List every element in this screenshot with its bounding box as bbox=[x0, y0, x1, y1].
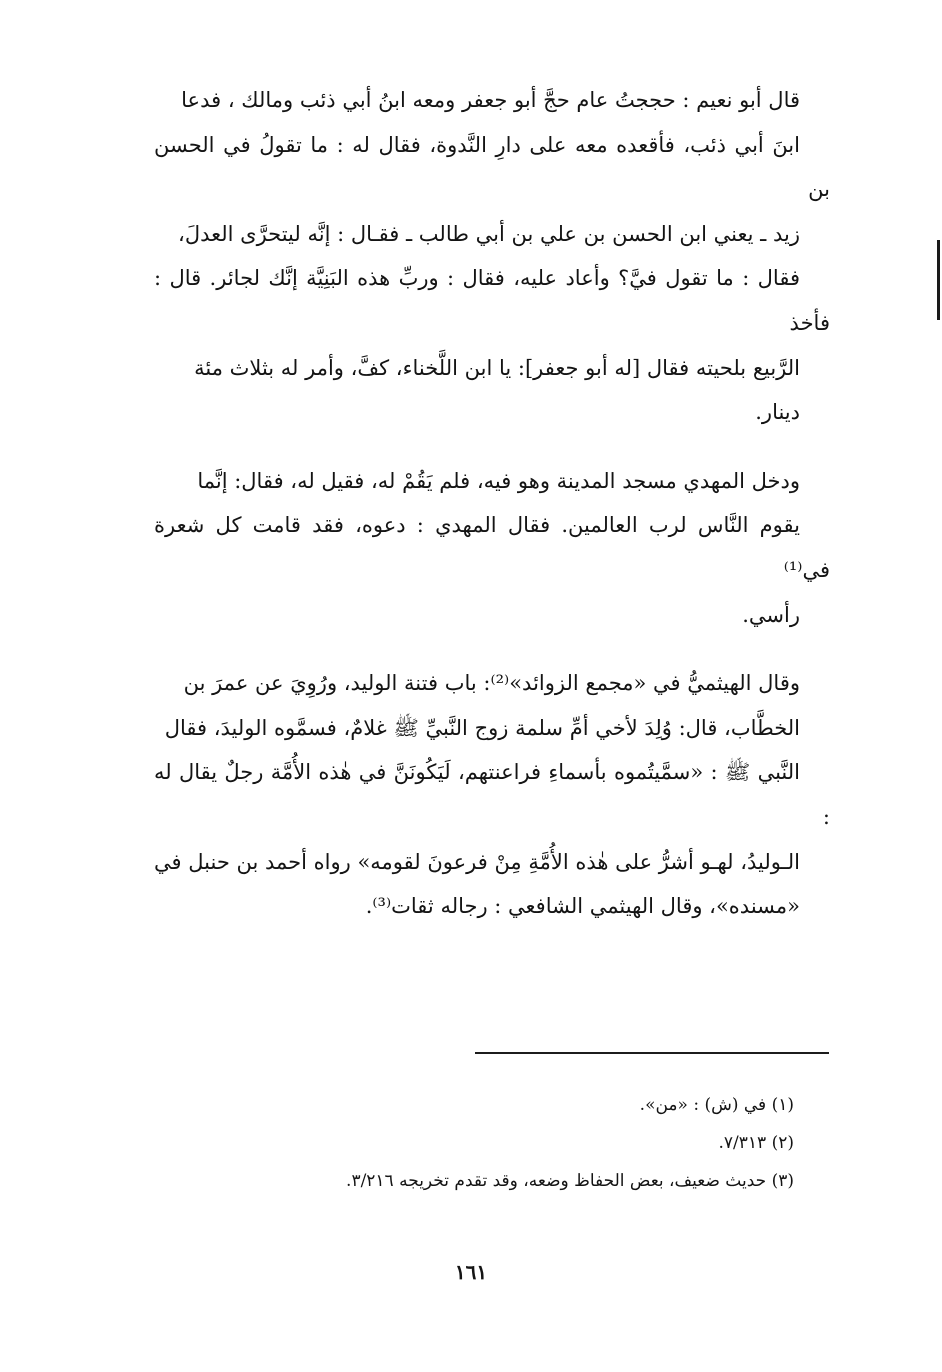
text-line: قال أبو نعيم : حججتُ عام حجَّ أبو جعفر ومعه ابنُ أبي ذئب ومالك ، فدعا bbox=[181, 88, 800, 112]
text-line: الخطَّاب، قال: وُلِدَ لأخي أمِّ سلمة زوج النَّبيِّ ﷺ غلامٌ، فسمَّوه الوليدَ، فقال bbox=[164, 715, 800, 740]
paragraph-abu-nuaym bbox=[154, 78, 830, 435]
text-line: ودخل المهدي مسجد المدينة وهو فيه، فلم يَقُمْ له، فقيل له، فقال: إنَّما bbox=[197, 468, 800, 493]
paragraph-al-mahdi bbox=[154, 459, 830, 637]
text-line: الرَّبيع بلحيته فقال [له أبو جعفر]: يا ابن اللَّخناء، كفَّ، وأمر له بثلاث مئة bbox=[194, 355, 800, 380]
text-line: ابنَ أبي ذئب، فأقعده معه على دارِ النَّدوة، فقال له : ما تقولُ في الحسن بن bbox=[154, 132, 830, 202]
text-line: يقوم النَّاس لرب العالمين. فقال المهدي : دعوه، فقد قامت كل شعرة في⁽¹⁾ bbox=[154, 513, 830, 582]
footnote-1: (١) في (ش) : «من». bbox=[639, 1095, 794, 1115]
text-line: «مسنده»، وقال الهيثمي الشافعي : رجاله ثقات⁽³⁾. bbox=[365, 894, 800, 919]
text-line: زيد ـ يعني ابن الحسن بن علي بن أبي طالب ـ فقـال : إنَّه ليتحرَّى العدلَ، bbox=[178, 221, 800, 246]
footnote-separator bbox=[475, 1052, 829, 1054]
footnote-2: (٢) ٧/٣١٣. bbox=[718, 1133, 794, 1153]
text-line: رأسي. bbox=[742, 602, 800, 627]
paragraph-al-haythami bbox=[154, 661, 830, 929]
scan-edge-mark bbox=[937, 240, 940, 320]
text-line: وقال الهيثميُّ في «مجمع الزوائد»⁽²⁾: باب فتنة الوليد، ورُوِيَ عن عمرَ بن bbox=[183, 671, 800, 696]
text-line: دينار. bbox=[755, 400, 800, 425]
text-line: النَّبي ﷺ : «سمَّيتُموه بأسماءِ فراعنتهم، لَيَكُونَنَّ في هٰذه الأُمَّة رجلٌ يقال له : bbox=[154, 760, 830, 829]
page-number: ١٦١ bbox=[454, 1260, 488, 1284]
text-line: فقال : ما تقول فيَّ؟ وأعاد عليه، فقال : وربِّ هذه البَنِيَّة إنَّك لجائر. قال : فأخذ bbox=[154, 266, 830, 335]
footnote-3: (٣) حديث ضعيف، بعض الحفاظ وضعه، وقد تقدم تخريجه ٣/٢١٦. bbox=[346, 1171, 794, 1191]
footnotes bbox=[174, 1086, 794, 1200]
main-text bbox=[154, 78, 830, 953]
text-line: الـوليدُ، لهـو أشرُّ على هٰذه الأُمَّةِ مِنْ فرعونَ لقومه» رواه أحمد بن حنبل في bbox=[154, 849, 800, 874]
